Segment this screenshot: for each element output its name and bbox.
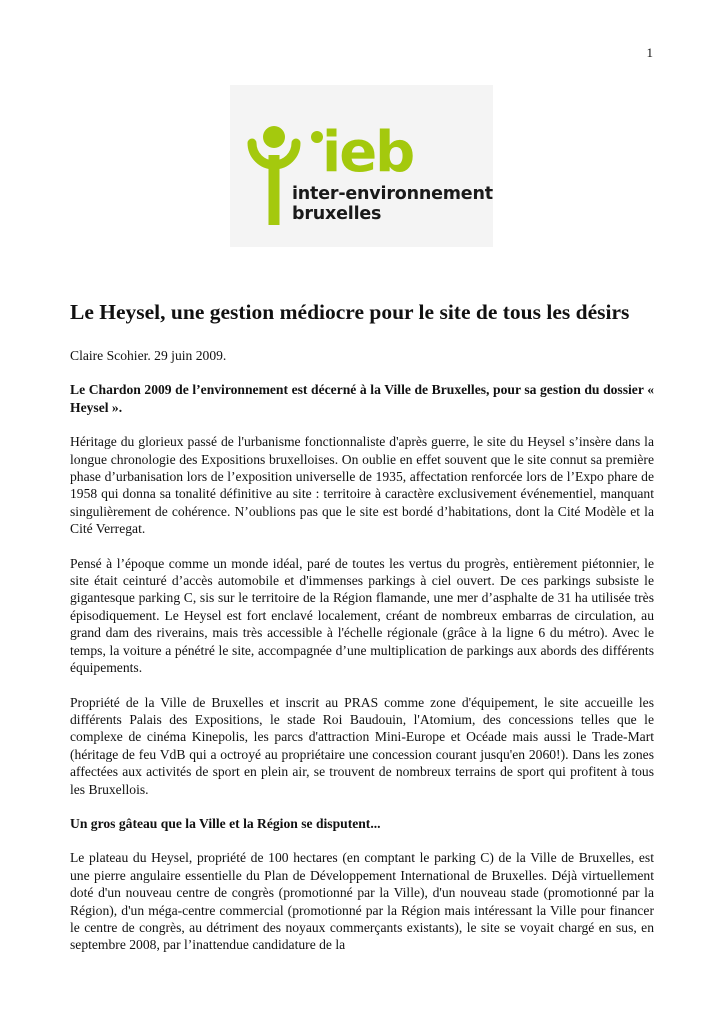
document-body — [70, 347, 654, 971]
section-subheading: Un gros gâteau que la Ville et la Région se disputent... — [70, 815, 381, 831]
lead-paragraph: Le Chardon 2009 de l’environnement est décerné à la Ville de Bruxelles, pour sa gestion du dossier « Heysel ». — [70, 382, 654, 415]
body-paragraph-3: Propriété de la Ville de Bruxelles et inscrit au PRAS comme zone d'équipement, le site accueille les différents Palais des Expositions, le stade Roi Baudouin, l'Atomium, des concessions telles que le complexe de cinéma Kinepolis, les parcs d'attraction Mini-Europe et Océade mais aussi le Trade-Mart (héritage de feu VdB qui a octroyé au propriétaire une concession courant jusqu'en 2060!). Dans les zones affectées aux activités de sport en plein air, se trouvent de nombreux terrains de sport qui profitent à tous les Bruxellois. — [70, 694, 654, 797]
logo-line-1: inter-environnement — [292, 184, 493, 204]
page-number: 1 — [646, 45, 653, 60]
ieb-logo — [230, 85, 493, 247]
body-paragraph-2: Pensé à l’époque comme un monde idéal, paré de toutes les vertus du progrès, entièrement piétonnier, le site était ceinturé d’accès automobile et d'immenses parkings à ciel ouvert. De ces parkings subsiste le gigantesque parking C, sis sur le territoire de la Région flamande, une mer d’asphalte de 31 ha utilisée très épisodiquement. Le Heysel est fort enclavé localement, créant de nombreux embarras de circulation, au grand dam des riverains, mais très accessible à l'échelle régionale (grâce à la ligne 6 du métro). Avec le temps, la voiture a pénétré le site, accompagnée d’une multiplication de parkings aux abords des différents équipements. — [70, 555, 654, 676]
author-line: Claire Scohier. 29 juin 2009. — [70, 348, 227, 363]
document-title: Le Heysel, une gestion médiocre pour le site de tous les désirs — [70, 300, 630, 324]
body-paragraph-1: Héritage du glorieux passé de l'urbanisme fonctionnaliste d'après guerre, le site du Heysel s’insère dans la longue chronologie des Expositions bruxelloises. On oublie en effet souvent que le site connut sa première phase d’urbanisation lors de l’exposition universelle de 1935, affectation renforcée lors de l’Expo phare de 1958 qui donna sa tonalité définitive au site : territoire à caractère exclusivement événementiel, manquant singulièrement de cohérence. N’oublions pas que le site est bordé d’habitations, dont la Cité Modèle et la Cité Verregat. — [70, 434, 654, 537]
body-paragraph-4: Le plateau du Heysel, propriété de 100 hectares (en comptant le parking C) de la Ville de Bruxelles, est une pierre angulaire essentielle du Plan de Développement International de Bruxelles. Déjà virtuellement doté d'un nouveau centre de congrès (promotionné par la Ville), d'un nouveau stade (promotionné par la Région), d'un méga-centre commercial (promotionné par la Région mais intéressant la Ville pour financer le centre de congrès, au détriment des noyaux commerçants existants), le site se voyait chargé en sus, en septembre 2008, par l’inattendue candidature de la — [70, 850, 654, 953]
logo-brand-text: ieb — [322, 120, 414, 185]
logo-line-2: bruxelles — [292, 204, 382, 224]
